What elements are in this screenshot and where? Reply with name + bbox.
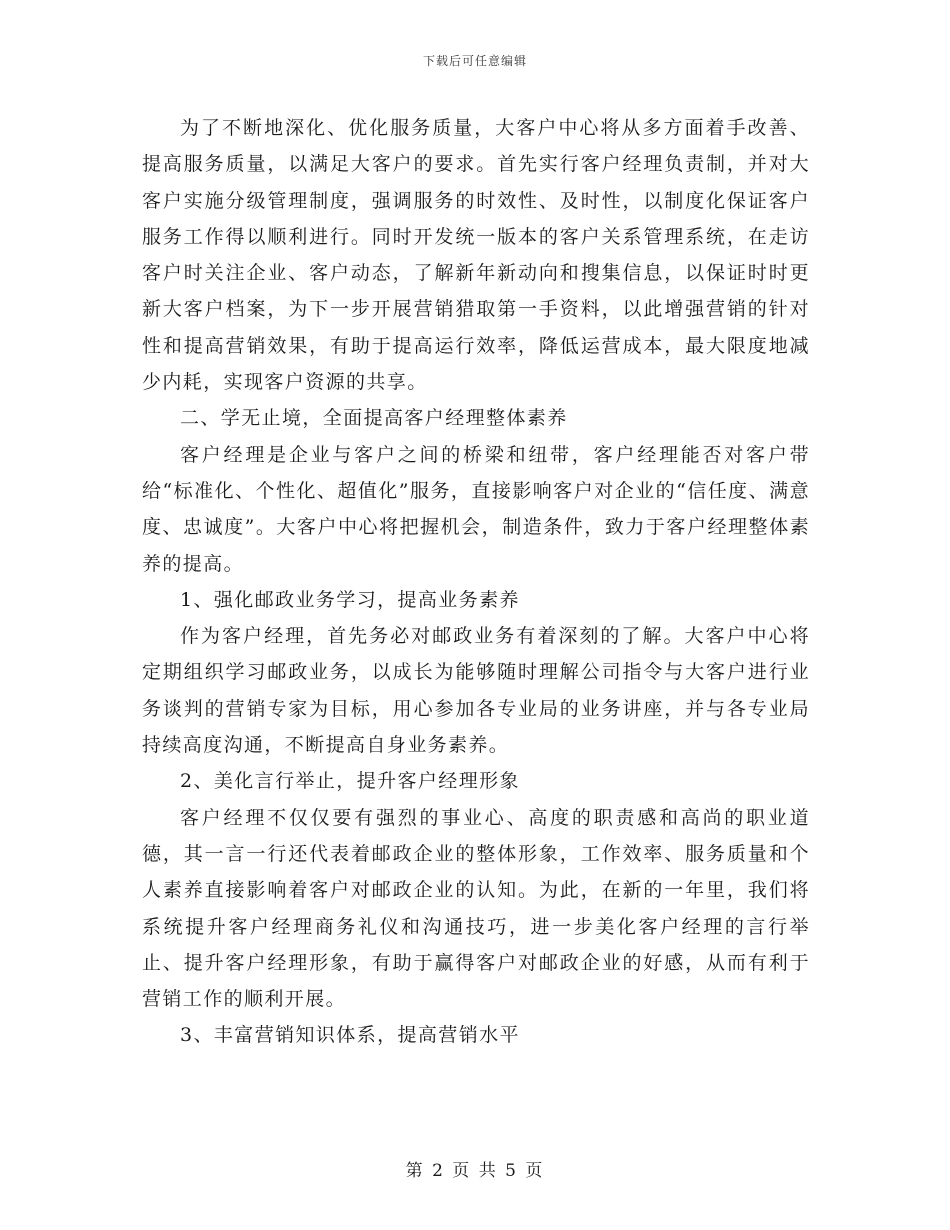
document-body	[142, 110, 810, 1054]
paragraph-service-quality: 为了不断地深化、优化服务质量，大客户中心将从多方面着手改善、提高服务质量，以满足大客户的要求。首先实行客户经理负责制，并对大客户实施分级管理制度，强调服务的时效性、及时性，以制度化保证客户服务工作得以顺利进行。同时开发统一版本的客户关系管理系统，在走访客户时关注企业、客户动态，了解新年新动向和搜集信息，以保证时时更新大客户档案，为下一步开展营销猎取第一手资料，以此增强营销的针对性和提高营销效果，有助于提高运行效率，降低运营成本，最大限度地减少内耗，实现客户资源的共享。	[142, 117, 810, 394]
section-heading-2: 二、学无止境，全面提高客户经理整体素养	[180, 407, 568, 430]
subheading-1: 1、强化邮政业务学习，提高业务素养	[180, 588, 520, 611]
subheading-3: 3、丰富营销知识体系，提高营销水平	[180, 1024, 520, 1047]
paragraph-manager-image: 客户经理不仅仅要有强烈的事业心、高度的职责感和高尚的职业道德，其一言一行还代表着邮政企业的整体形象，工作效率、服务质量和个人素养直接影响着客户对邮政企业的认知。为此，在新的一年里，我们将系统提升客户经理商务礼仪和沟通技巧，进一步美化客户经理的言行举止、提升客户经理形象，有助于赢得客户对邮政企业的好感，从而有利于营销工作的顺利开展。	[142, 806, 810, 1011]
page-number: 第 2 页 共 5 页	[405, 1161, 545, 1181]
subheading-2: 2、美化言行举止，提升客户经理形象	[180, 770, 520, 793]
paragraph-manager-role: 客户经理是企业与客户之间的桥梁和纽带，客户经理能否对客户带给“标准化、个性化、超值化”服务，直接影响客户对企业的“信任度、满意度、忠诚度”。大客户中心将把握机会，制造条件，致力于客户经理整体素养的提高。	[142, 443, 810, 575]
paragraph-business-study: 作为客户经理，首先务必对邮政业务有着深刻的了解。大客户中心将定期组织学习邮政业务，以成长为能够随时理解公司指令与大客户进行业务谈判的营销专家为目标，用心参加各专业局的业务讲座，并与各专业局持续高度沟通，不断提高自身业务素养。	[142, 625, 810, 757]
page-header-note: 下载后可任意编辑	[422, 54, 527, 68]
